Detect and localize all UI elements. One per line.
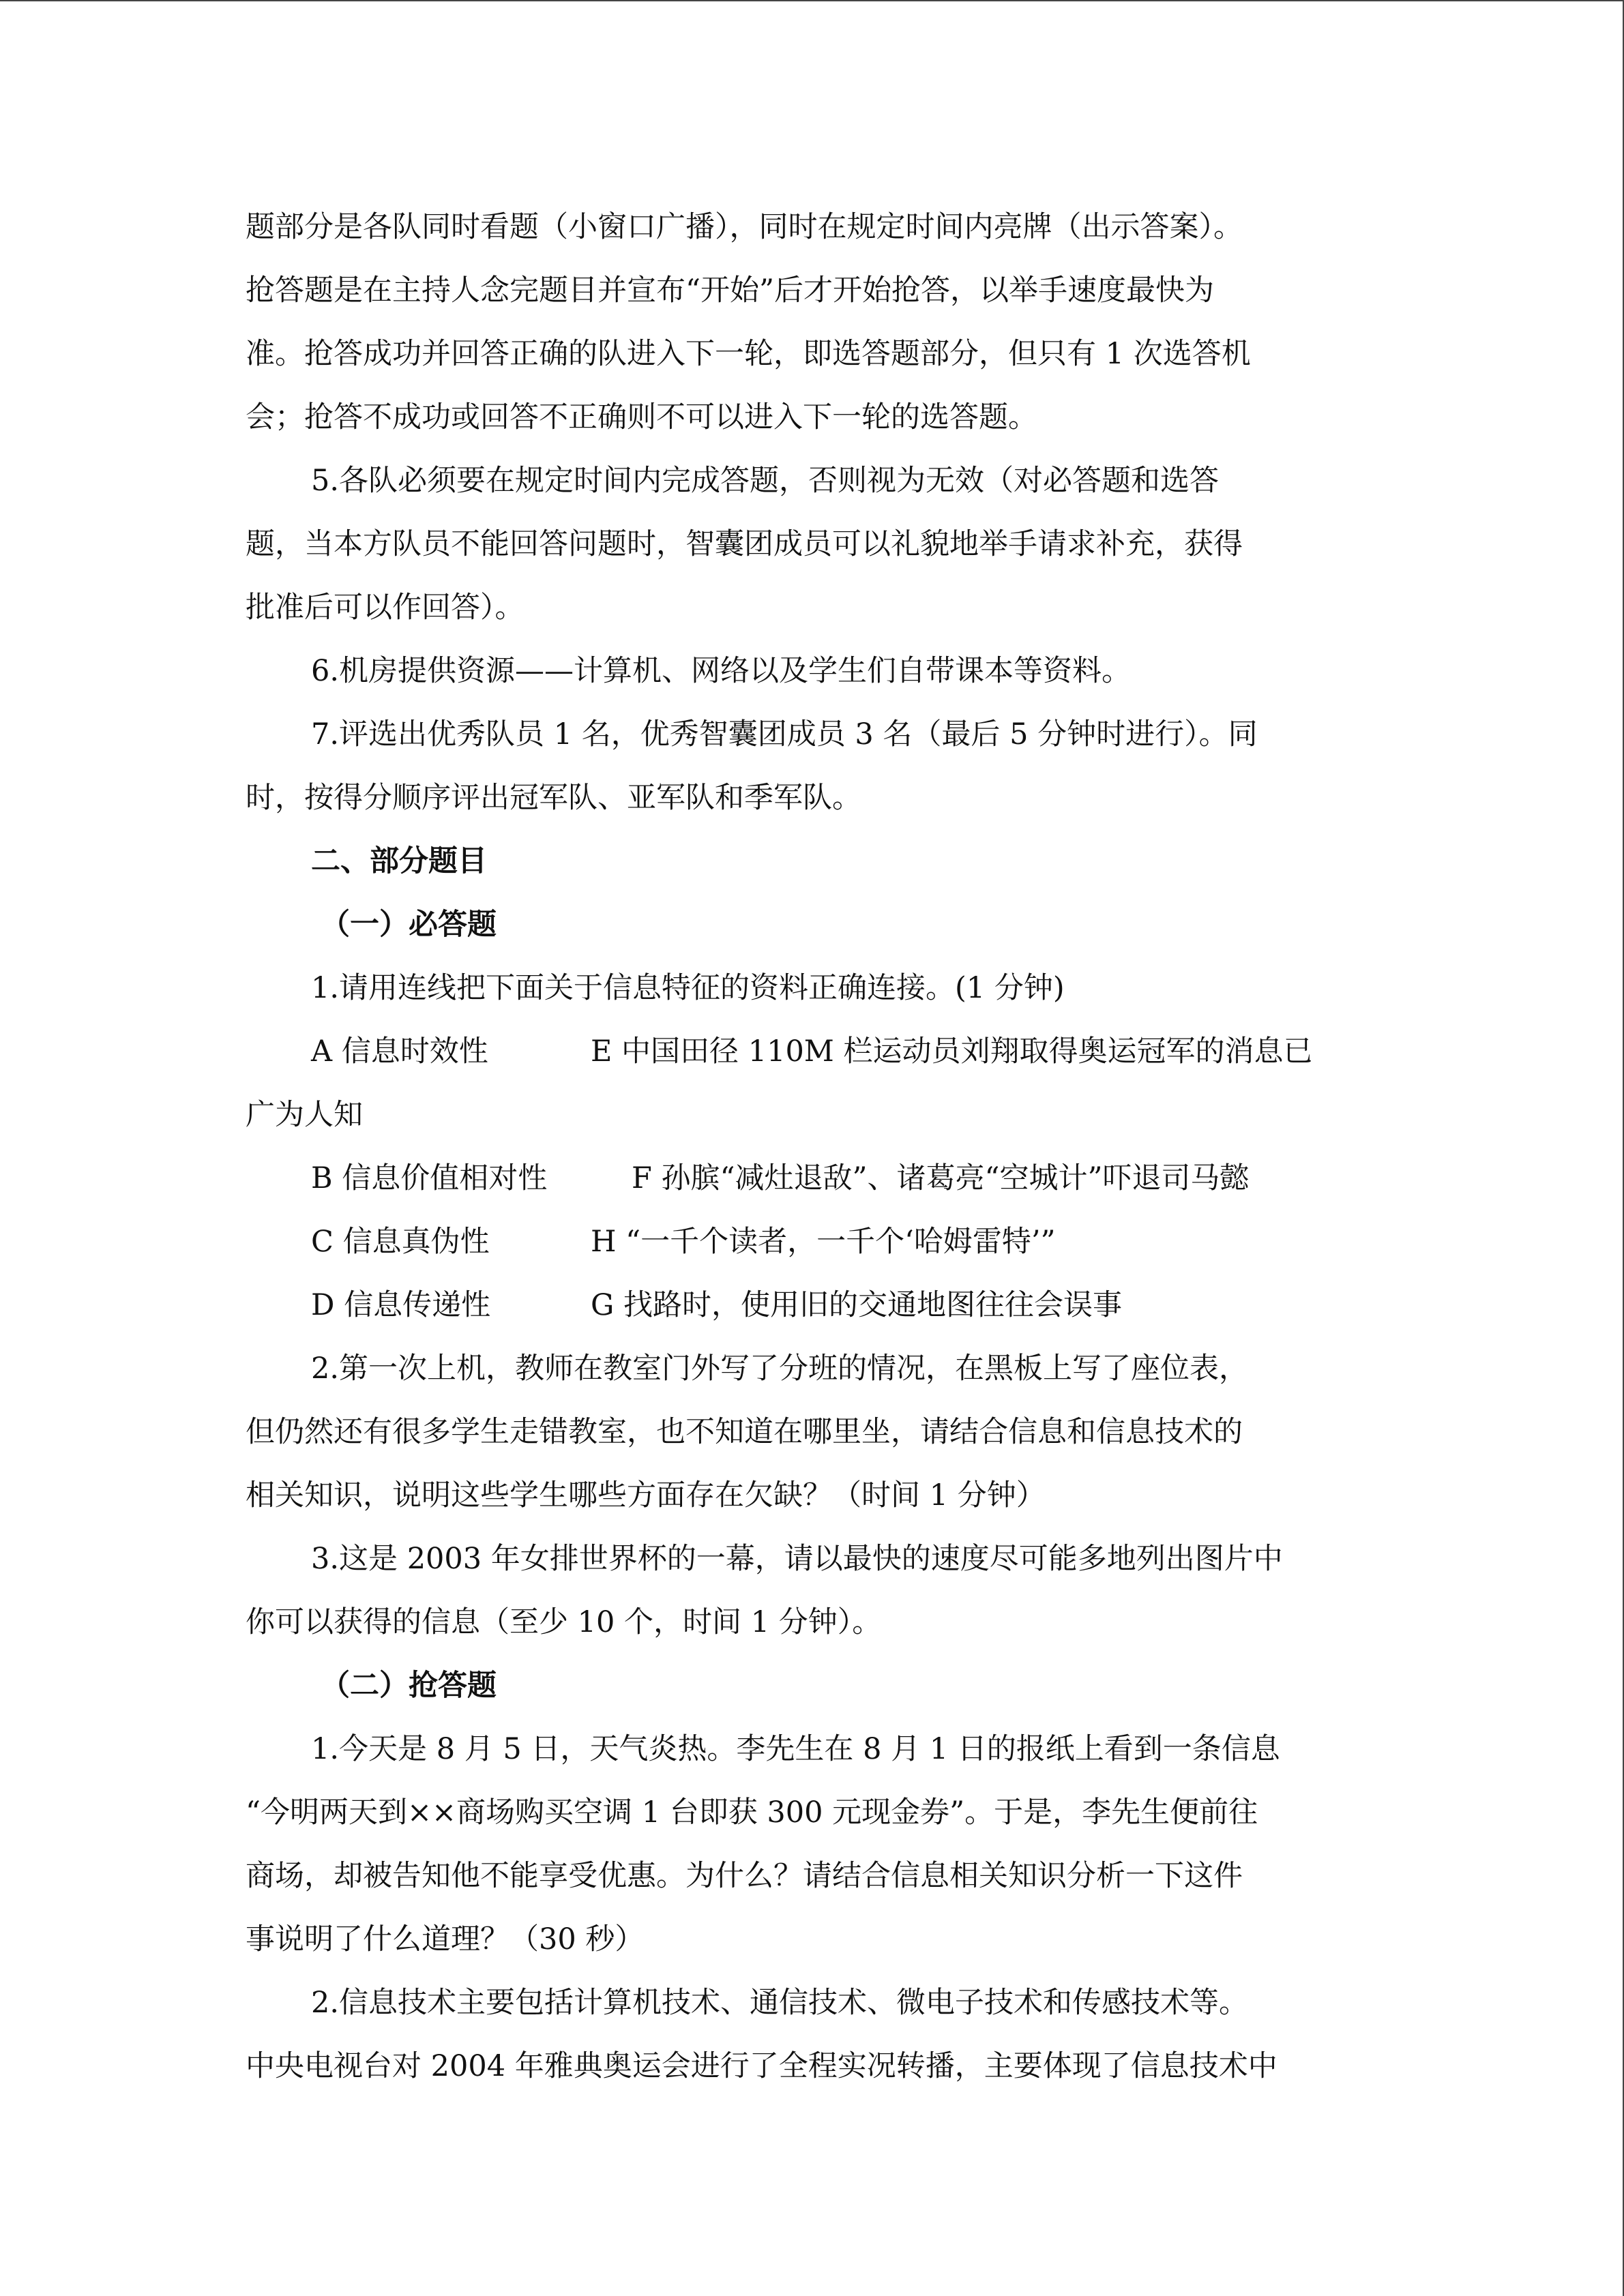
question-3-line: 3.这是 2003 年女排世界杯的一幕，请以最快的速度尽可能多地列出图片中 — [311, 1542, 1283, 1576]
quick-question-2-line: 2.信息技术主要包括计算机技术、通信技术、微电子技术和传感技术等。 — [311, 1986, 1249, 2020]
matching-left: D 信息传递性 — [311, 1288, 491, 1322]
paragraph-line: 题部分是各队同时看题（小窗口广播），同时在规定时间内亮牌（出示答案）。 — [246, 210, 1243, 244]
question-2-line: 相关知识，说明这些学生哪些方面存在欠缺？（时间 1 分钟） — [246, 1478, 1046, 1512]
matching-row — [246, 1020, 1378, 1084]
matching-right: E 中国田径 110M 栏运动员刘翔取得奥运冠军的消息已 — [591, 1034, 1313, 1069]
matching-left: C 信息真伪性 — [311, 1225, 490, 1259]
paragraph-line: 抢答题是在主持人念完题目并宣布“开始”后才开始抢答，以举手速度最快为 — [246, 273, 1214, 308]
paragraph-line: 会；抢答不成功或回答不正确则不可以进入下一轮的选答题。 — [246, 400, 1037, 434]
matching-right: F 孙膑“减灶退敌”、诸葛亮“空城计”吓退司马懿 — [632, 1161, 1250, 1195]
quick-question-1-line: 1.今天是 8 月 5 日，天气炎热。李先生在 8 月 1 日的报纸上看到一条信息 — [311, 1732, 1280, 1766]
question-2-line: 但仍然还有很多学生走错教室，也不知道在哪里坐，请结合信息和信息技术的 — [246, 1415, 1243, 1449]
matching-row — [246, 1274, 1378, 1337]
matching-right: G 找路时，使用旧的交通地图往往会误事 — [591, 1288, 1123, 1322]
matching-row — [246, 1210, 1378, 1274]
subsection-heading: （二）抢答题 — [321, 1669, 497, 1703]
section-heading: 二、部分题目 — [311, 844, 487, 878]
paragraph-line: 准。抢答成功并回答正确的队进入下一轮，即选答题部分，但只有 1 次选答机 — [246, 337, 1251, 371]
rule-5-line: 批准后可以作回答）。 — [246, 591, 525, 625]
rule-6-line: 6.机房提供资源——计算机、网络以及学生们自带课本等资料。 — [311, 654, 1132, 688]
quick-question-1-line: 事说明了什么道理？（30 秒） — [246, 1922, 645, 1956]
matching-left: A 信息时效性 — [311, 1034, 488, 1069]
rule-5-line: 5.各队必须要在规定时间内完成答题，否则视为无效（对必答题和选答 — [311, 464, 1220, 498]
matching-right: H “一千个读者，一千个‘哈姆雷特’” — [591, 1225, 1056, 1259]
quick-question-1-line: “今明两天到××商场购买空调 1 台即获 300 元现金券”。于是，李先生便前往 — [246, 1795, 1258, 1830]
matching-row-continuation: 广为人知 — [246, 1098, 363, 1132]
document-body — [246, 196, 1378, 2098]
question-1: 1.请用连线把下面关于信息特征的资料正确连接。(1 分钟) — [311, 971, 1065, 1005]
matching-left: B 信息价值相对性 — [311, 1161, 548, 1195]
question-2-line: 2.第一次上机，教师在教室门外写了分班的情况，在黑板上写了座位表， — [311, 1352, 1249, 1386]
rule-7-line: 7.评选出优秀队员 1 名，优秀智囊团成员 3 名（最后 5 分钟时进行）。同 — [311, 717, 1258, 751]
subsection-heading: （一）必答题 — [321, 908, 497, 942]
quick-question-1-line: 商场，却被告知他不能享受优惠。为什么？请结合信息相关知识分析一下这件 — [246, 1859, 1243, 1893]
quick-question-2-line: 中央电视台对 2004 年雅典奥运会进行了全程实况转播，主要体现了信息技术中 — [246, 2049, 1278, 2083]
rule-7-line: 时，按得分顺序评出冠军队、亚军队和季军队。 — [246, 781, 861, 815]
question-3-line: 你可以获得的信息（至少 10 个，时间 1 分钟）。 — [246, 1605, 882, 1639]
matching-row — [246, 1147, 1378, 1210]
rule-5-line: 题，当本方队员不能回答问题时，智囊团成员可以礼貌地举手请求补充，获得 — [246, 527, 1243, 561]
